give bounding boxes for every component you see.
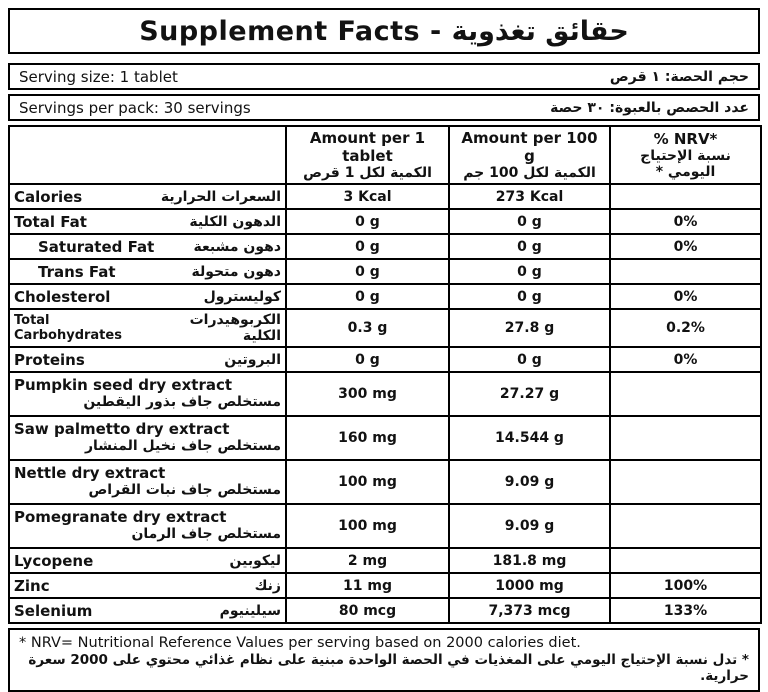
- table-row-zinc: [9, 573, 761, 598]
- nrv-value: 100%: [610, 573, 761, 598]
- amount-per-tablet-value: 0 g: [286, 259, 449, 284]
- nutrient-name-en: Proteins: [14, 350, 85, 369]
- amount-per-100g-value: 27.8 g: [449, 309, 610, 347]
- title-box: [8, 8, 760, 54]
- amount-per-tablet-value: 100 mg: [286, 504, 449, 548]
- table-row-cholesterol: [9, 284, 761, 309]
- nrv-value: [610, 259, 761, 284]
- page-title: Supplement Facts - حقائق تغذوية: [139, 15, 629, 47]
- nutrient-name-ar: مستخلص جاف نبات القراص: [88, 482, 281, 499]
- table-row-nettle-extract: [9, 460, 761, 504]
- amount-per-tablet-value: 0.3 g: [286, 309, 449, 347]
- header-nrv: [610, 126, 761, 184]
- amount-per-100g-value: 9.09 g: [449, 460, 610, 504]
- footnote-en: * NRV= Nutritional Reference Values per serving based on 2000 calories diet.: [19, 635, 581, 651]
- nutrient-name-ar: مستخلص جاف بذور اليقطين: [83, 394, 281, 411]
- nutrient-name-en: Trans Fat: [38, 262, 116, 281]
- nutrient-name-en: Total Fat: [14, 212, 87, 231]
- amount-per-tablet-value: 2 mg: [286, 548, 449, 573]
- amount-per-tablet-value: 0 g: [286, 209, 449, 234]
- header-empty-cell: [9, 126, 286, 184]
- table-row-calories: [9, 184, 761, 209]
- servings-per-pack-ar: عدد الحصص بالعبوة: ٣٠ حصة: [550, 99, 749, 116]
- supplement-facts-table: [8, 125, 762, 624]
- amount-per-100g-value: 27.27 g: [449, 372, 610, 416]
- table-row-saturated-fat: [9, 234, 761, 259]
- header-amount-per-tablet-ar: الكمية لكل 1 قرص: [303, 165, 432, 181]
- amount-per-100g-value: 9.09 g: [449, 504, 610, 548]
- nrv-value: [610, 460, 761, 504]
- nutrient-name-ar: مستخلص جاف الرمان: [131, 526, 281, 543]
- amount-per-100g-value: 0 g: [449, 234, 610, 259]
- amount-per-100g-value: 14.544 g: [449, 416, 610, 460]
- servings-per-pack-row: [8, 94, 760, 121]
- table-row-total-fat: [9, 209, 761, 234]
- amount-per-100g-value: 7,373 mcg: [449, 598, 610, 623]
- header-amount-per-100g: [449, 126, 610, 184]
- nutrient-name-en: Saw palmetto dry extract: [14, 420, 230, 439]
- amount-per-tablet-value: 300 mg: [286, 372, 449, 416]
- nutrient-name-ar: الكربوهيدرات الكلية: [189, 312, 281, 344]
- nutrient-name-en: Cholesterol: [14, 287, 111, 306]
- header-nrv-ar: نسبة الإحتياج اليومي *: [640, 148, 731, 180]
- serving-size-en: Serving size: 1 tablet: [19, 67, 178, 86]
- nrv-value: [610, 372, 761, 416]
- amount-per-tablet-value: 80 mcg: [286, 598, 449, 623]
- nrv-value: 0%: [610, 284, 761, 309]
- table-row-total-carbohydrates: [9, 309, 761, 347]
- nutrient-name-en: Zinc: [14, 576, 50, 595]
- nutrient-name-ar: دهون مشبعة: [193, 238, 281, 255]
- serving-size-row: [8, 63, 760, 90]
- amount-per-100g-value: 0 g: [449, 259, 610, 284]
- nrv-value: [610, 504, 761, 548]
- nutrient-name-ar: ليكوبين: [229, 552, 281, 569]
- table-row-lycopene: [9, 548, 761, 573]
- table-header-row: [9, 126, 761, 184]
- header-amount-per-tablet: [286, 126, 449, 184]
- amount-per-tablet-value: 0 g: [286, 234, 449, 259]
- nutrient-name-en: Lycopene: [14, 551, 94, 570]
- serving-size-ar: حجم الحصة: ١ قرص: [609, 68, 749, 85]
- nrv-value: [610, 416, 761, 460]
- nutrient-name-ar: دهون متحولة: [191, 263, 281, 280]
- header-nrv-en: % NRV*: [653, 130, 718, 148]
- amount-per-100g-value: 0 g: [449, 347, 610, 372]
- amount-per-100g-value: 181.8 mg: [449, 548, 610, 573]
- table-row-trans-fat: [9, 259, 761, 284]
- amount-per-tablet-value: 11 mg: [286, 573, 449, 598]
- nrv-value: [610, 184, 761, 209]
- table-row-pumpkin-seed-extract: [9, 372, 761, 416]
- nutrient-name-en: Total Carbohydrates: [14, 313, 122, 343]
- amount-per-100g-value: 0 g: [449, 209, 610, 234]
- header-amount-per-100g-en: Amount per 100 g: [461, 129, 598, 165]
- nrv-value: [610, 548, 761, 573]
- nutrient-name-ar: مستخلص جاف نخيل المنشار: [84, 438, 281, 455]
- footnotes-box: [8, 628, 760, 692]
- table-row-proteins: [9, 347, 761, 372]
- nrv-value: 0%: [610, 347, 761, 372]
- amount-per-100g-value: 1000 mg: [449, 573, 610, 598]
- amount-per-tablet-value: 160 mg: [286, 416, 449, 460]
- amount-per-tablet-value: 0 g: [286, 347, 449, 372]
- nutrient-name-en: Selenium: [14, 601, 93, 620]
- nrv-value: 0.2%: [610, 309, 761, 347]
- table-row-pomegranate-extract: [9, 504, 761, 548]
- nutrient-name-ar: كوليسترول: [203, 288, 281, 305]
- nrv-value: 0%: [610, 209, 761, 234]
- nutrient-name-en: Pumpkin seed dry extract: [14, 376, 233, 395]
- amount-per-100g-value: 0 g: [449, 284, 610, 309]
- nutrient-name-en: Pomegranate dry extract: [14, 508, 227, 527]
- nutrient-name-ar: سيلينيوم: [219, 602, 281, 619]
- nrv-value: 0%: [610, 234, 761, 259]
- footnote-ar: * تدل نسبة الإحتياج اليومي على المغذيات في الحصة الواحدة مبنية على نظام غذائي محتوي على 2000 سعرة حرارية.: [28, 652, 749, 684]
- amount-per-100g-value: 273 Kcal: [449, 184, 610, 209]
- nrv-value: 133%: [610, 598, 761, 623]
- nutrient-name-en: Nettle dry extract: [14, 464, 166, 483]
- header-amount-per-100g-ar: الكمية لكل 100 جم: [463, 165, 596, 181]
- amount-per-tablet-value: 100 mg: [286, 460, 449, 504]
- nutrient-name-en: Saturated Fat: [38, 237, 155, 256]
- amount-per-tablet-value: 0 g: [286, 284, 449, 309]
- nutrient-name-ar: البروتين: [224, 351, 281, 368]
- servings-per-pack-en: Servings per pack: 30 servings: [19, 98, 251, 117]
- table-row-saw-palmetto-extract: [9, 416, 761, 460]
- nutrient-name-ar: السعرات الحرارية: [160, 188, 281, 205]
- nutrient-name-ar: الدهون الكلية: [189, 213, 281, 230]
- nutrient-name-en: Calories: [14, 187, 83, 206]
- nutrient-name-ar: زنك: [254, 577, 281, 594]
- header-amount-per-tablet-en: Amount per 1 tablet: [309, 129, 426, 165]
- table-row-selenium: [9, 598, 761, 623]
- amount-per-tablet-value: 3 Kcal: [286, 184, 449, 209]
